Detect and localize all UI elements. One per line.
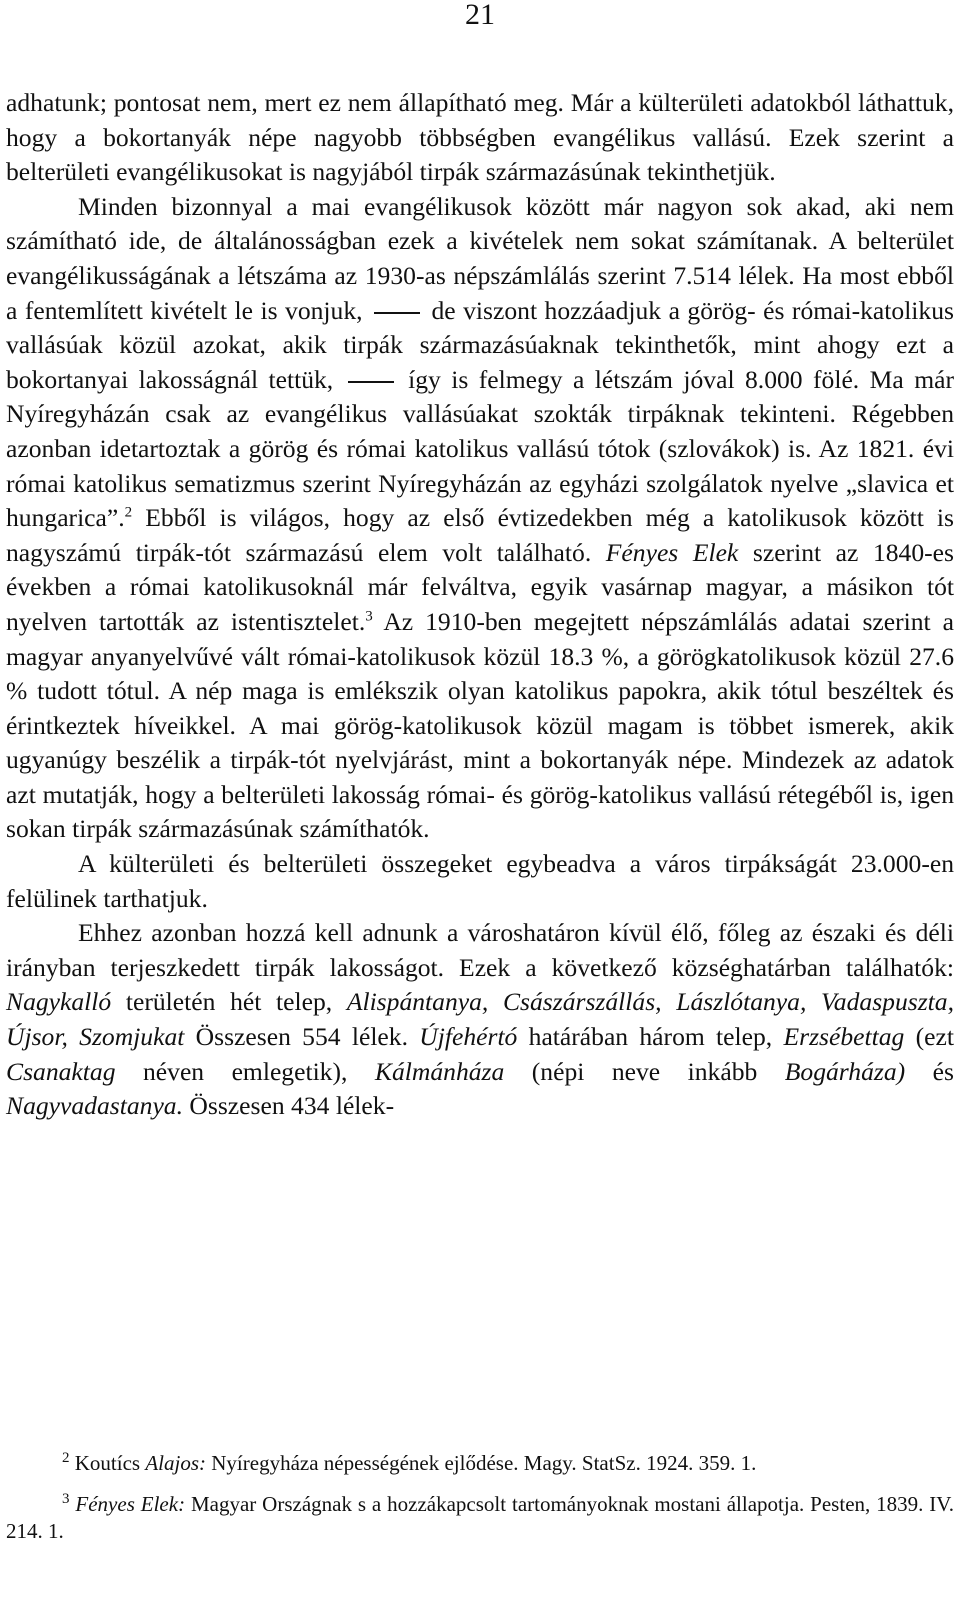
p4-text-1: Ehhez azonban hozzá kell adnunk a városhatáron kívül élő, főleg az északi és déli irányban terjeszkedett tirpák lakosságot. Ezek a következő községhatárban találhatók: bbox=[6, 918, 954, 982]
p1-text: adhatunk; pontosat nem, mert ez nem állapítható meg. Már a külterületi adatokból láthattuk, hogy a bokortanyák népe nagyobb többségben evangélikus vallású. Ezek szerint a belterületi evangélikusokat is nagyjából tirpák származásúnak tekinthetjük. bbox=[6, 88, 954, 187]
footnote-author-first: Koutícs bbox=[74, 1451, 141, 1475]
place-nagykallo: Nagykalló bbox=[6, 987, 112, 1017]
p2-text-3: így is felmegy a létszám jóval 8.000 fölé. Ma már Nyíregyházán csak az evangélikus vallásúakat szokták tirpáknak tekinteni. Régebben azonban idetartoztak a görög és római katolikus vallású tótok (szlovákok) is. Az 1821. évi római katolikus sematizmus szerint Nyíregyházán az egyházi szolgálatok nyelve „slavica et hungarica”. bbox=[6, 364, 954, 533]
paragraph-3 bbox=[6, 847, 954, 916]
p4-text-5: (ezt bbox=[915, 1022, 954, 1052]
place-bogarhaza: Bogárháza) bbox=[784, 1056, 906, 1086]
p2-text-5: szerint az 1840-es években a római katolikusoknál már felváltva, egyik vasárnap magyar, a másikon tót nyelven tartották az istentisztelet. bbox=[6, 537, 954, 636]
p4-text-9: Összesen 434 lélek- bbox=[189, 1091, 395, 1121]
paragraph-2 bbox=[6, 190, 954, 847]
paragraph-1 bbox=[6, 86, 954, 190]
p2-text-6: Az 1910-ben megejtett népszámlálás adatai szerint a magyar anyanyelvűvé vált római-katolikusok közül 18.3 %, a görögkatolikusok közül 27.6 % tudott tótul. A nép maga is emlékszik olyan katolikus papokra, akik tótul beszéltek és érintkeztek híveikkel. A mai görög-katolikusok közül magam is többet ismerek, akik ugyanúgy beszélik a tirpák-tót nyelvjárást, mint a bokortanyák népe. Mindezek az adatok azt mutatják, hogy a belterületi lakosság római- és görög-katolikus vallású rétegéből is, igen sokan tirpák származásúnak számíthatók. bbox=[6, 606, 954, 844]
p3-text: A külterületi és belterületi összegeket egybeadva a város tirpákságát 23.000-en felülinek tarthatjuk. bbox=[6, 849, 954, 913]
place-nagyvadastanya: Nagyvadastanya. bbox=[6, 1091, 183, 1121]
body-text bbox=[6, 86, 954, 1124]
p4-text-7: (népi neve inkább bbox=[531, 1056, 758, 1086]
footnote-number: 3 bbox=[62, 1491, 70, 1507]
p4-text-4: határában három telep, bbox=[528, 1022, 773, 1052]
footnote-author-italic: Alajos: bbox=[145, 1451, 206, 1475]
p2-text-4: Ebből is világos, hogy az első évtizedekben még a katolikusok között is nagyszámú tirpák-tót származású elem volt található. bbox=[6, 503, 954, 567]
p2-text-2: de viszont hozzáadjuk a görög- és római-katolikus vallásúak közül azokat, akik tirpák származásúaknak tekinthetők, mint ahogy ezt a bokortanyai lakosságnál tettük, bbox=[6, 295, 954, 394]
place-list: Alispántanya, Császárszállás, Lászlótanya, Vadaspuszta, Újsor, Szomjukat bbox=[6, 987, 954, 1052]
p4-text-3: Összesen 554 lélek. bbox=[195, 1022, 408, 1052]
footnote-number: 2 bbox=[62, 1450, 70, 1466]
em-dash-rule bbox=[374, 312, 420, 314]
p2-text-1: Minden bizonnyal a mai evangélikusok között már nagyon sok akad, aki nem számítható ide, de általánosságban ezek a kivételek nem sokat számítanak. A belterület evangélikusságának a létszáma az 1930-as népszámlálás szerint 7.514 lélek. Ha most ebből a fentemlített kivételt le is vonjuk, bbox=[6, 191, 954, 325]
place-erzsebettag: Erzsébettag bbox=[783, 1022, 905, 1052]
em-dash-rule bbox=[348, 381, 394, 383]
p4-text-6: néven emlegetik), bbox=[142, 1056, 348, 1086]
page-number: 21 bbox=[465, 0, 495, 31]
footnote-3 bbox=[6, 1491, 954, 1545]
paragraph-4 bbox=[6, 916, 954, 1124]
p4-text-2: területén hét telep, bbox=[125, 987, 333, 1017]
footnote-2 bbox=[6, 1450, 954, 1477]
place-ujfeherto: Újfehértó bbox=[419, 1022, 518, 1052]
footnote-ref-3: 3 bbox=[365, 608, 373, 625]
p4-text-8: és bbox=[932, 1056, 954, 1086]
footnotes bbox=[6, 1450, 954, 1559]
footnote-ref-2: 2 bbox=[124, 504, 133, 521]
footnote-text: Nyíregyháza népességének ejlődése. Magy. StatSz. 1924. 359. 1. bbox=[211, 1451, 757, 1475]
author-fenyes-elek: Fényes Elek bbox=[605, 537, 739, 567]
footnote-text: Magyar Országnak s a hozzákapcsolt tartományoknak mostani állapotja. Pesten, 1839. IV. 214. 1. bbox=[6, 1492, 955, 1543]
place-kalmanhaza: Kálmánháza bbox=[374, 1056, 505, 1086]
place-csanaktag: Csanaktag bbox=[6, 1056, 116, 1086]
footnote-author-italic: Fényes Elek: bbox=[75, 1492, 186, 1516]
